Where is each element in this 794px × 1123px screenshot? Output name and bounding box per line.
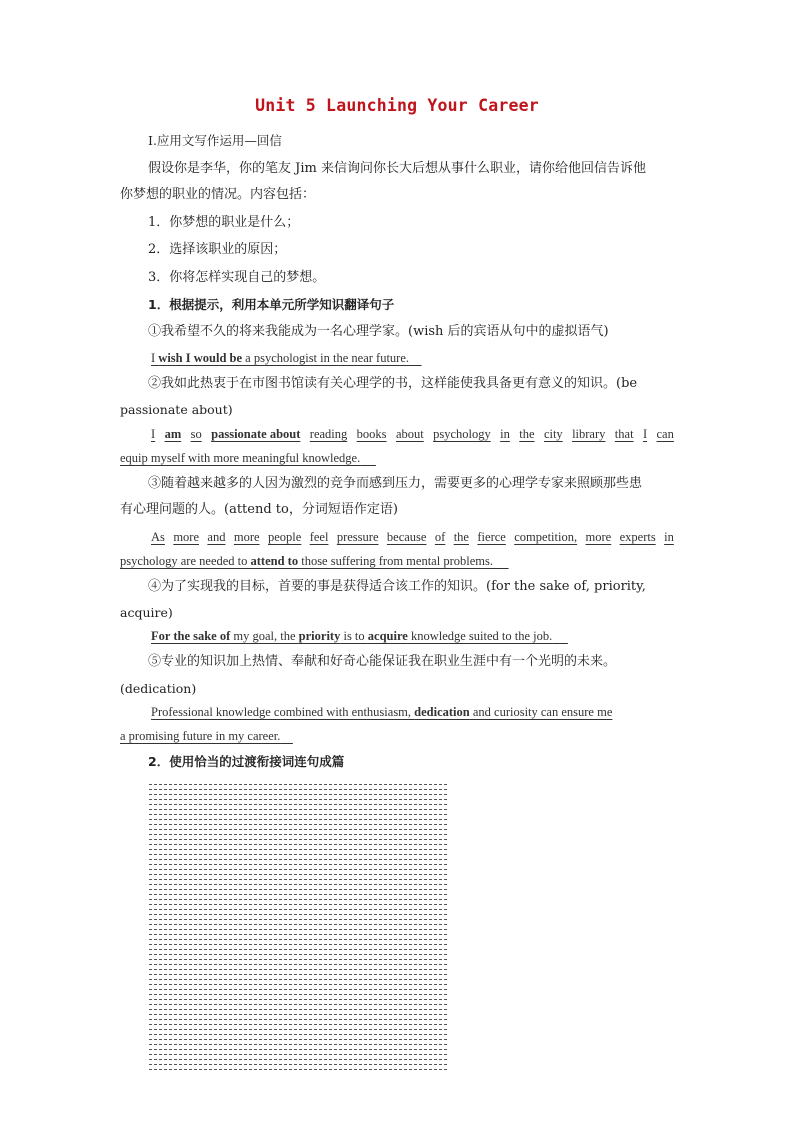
answer-2-line-1: I am so passionate about reading books about psychology in the city library that I can: [151, 427, 674, 441]
answer-3-line-2: psychology are needed to attend to those suffering from mental problems.: [120, 554, 493, 568]
answer-1: I wish I would be a psychologist in the near future.: [151, 351, 409, 365]
prompt-item-2: 2．选择该职业的原因；: [148, 242, 287, 257]
writing-line: [149, 1065, 447, 1070]
answer-5-line-2: a promising future in my career.: [120, 729, 281, 743]
answer-3-line-1: As more and more people feel pressure because of the fierce competition, more experts in: [151, 530, 674, 544]
answer-2-line-2: equip myself with more meaningful knowledge.: [120, 451, 361, 465]
prompt-line-1: 假设你是李华，你的笔友 Jim 来信询问你长大后想从事什么职业，请你给他回信告诉他: [148, 161, 646, 176]
writing-area[interactable]: [149, 780, 447, 1070]
section-heading: Ⅰ.应用文写作运用—回信: [148, 133, 282, 148]
question-2: ②我如此热衷于在市图书馆读有关心理学的书，这样能使我具备更有意义的知识。(be: [148, 376, 638, 391]
task-2-heading: 2．使用恰当的过渡衔接词连句成篇: [148, 754, 345, 769]
answer-4: For the sake of my goal, the priority is to acquire knowledge suited to the job.: [151, 629, 553, 643]
question-2-cont: passionate about): [120, 402, 233, 417]
question-4-cont: acquire): [120, 605, 173, 620]
question-4: ④为了实现我的目标，首要的事是获得适合该工作的知识。(for the sake of, priority,: [148, 579, 646, 594]
task-1-heading: 1．根据提示，利用本单元所学知识翻译句子: [148, 297, 395, 312]
question-3: ③随着越来越多的人因为激烈的竞争而感到压力，需要更多的心理学专家来照顾那些患: [148, 476, 643, 491]
prompt-line-2: 你梦想的职业的情况。内容包括：: [120, 187, 316, 202]
page-title: Unit 5 Launching Your Career: [255, 96, 539, 115]
answer-5-line-1: Professional knowledge combined with enthusiasm, dedication and curiosity can ensure me: [151, 705, 613, 719]
prompt-item-1: 1．你梦想的职业是什么；: [148, 215, 300, 230]
question-5-cont: (dedication): [120, 681, 197, 696]
question-1: ①我希望不久的将来我能成为一名心理学家。(wish 后的宾语从句中的虚拟语气): [148, 324, 609, 339]
question-5: ⑤专业的知识加上热情、奉献和好奇心能保证我在职业生涯中有一个光明的未来。: [148, 654, 617, 669]
prompt-item-3: 3．你将怎样实现自己的梦想。: [148, 270, 326, 285]
question-3-cont: 有心理问题的人。(attend to，分词短语作定语): [120, 502, 398, 517]
